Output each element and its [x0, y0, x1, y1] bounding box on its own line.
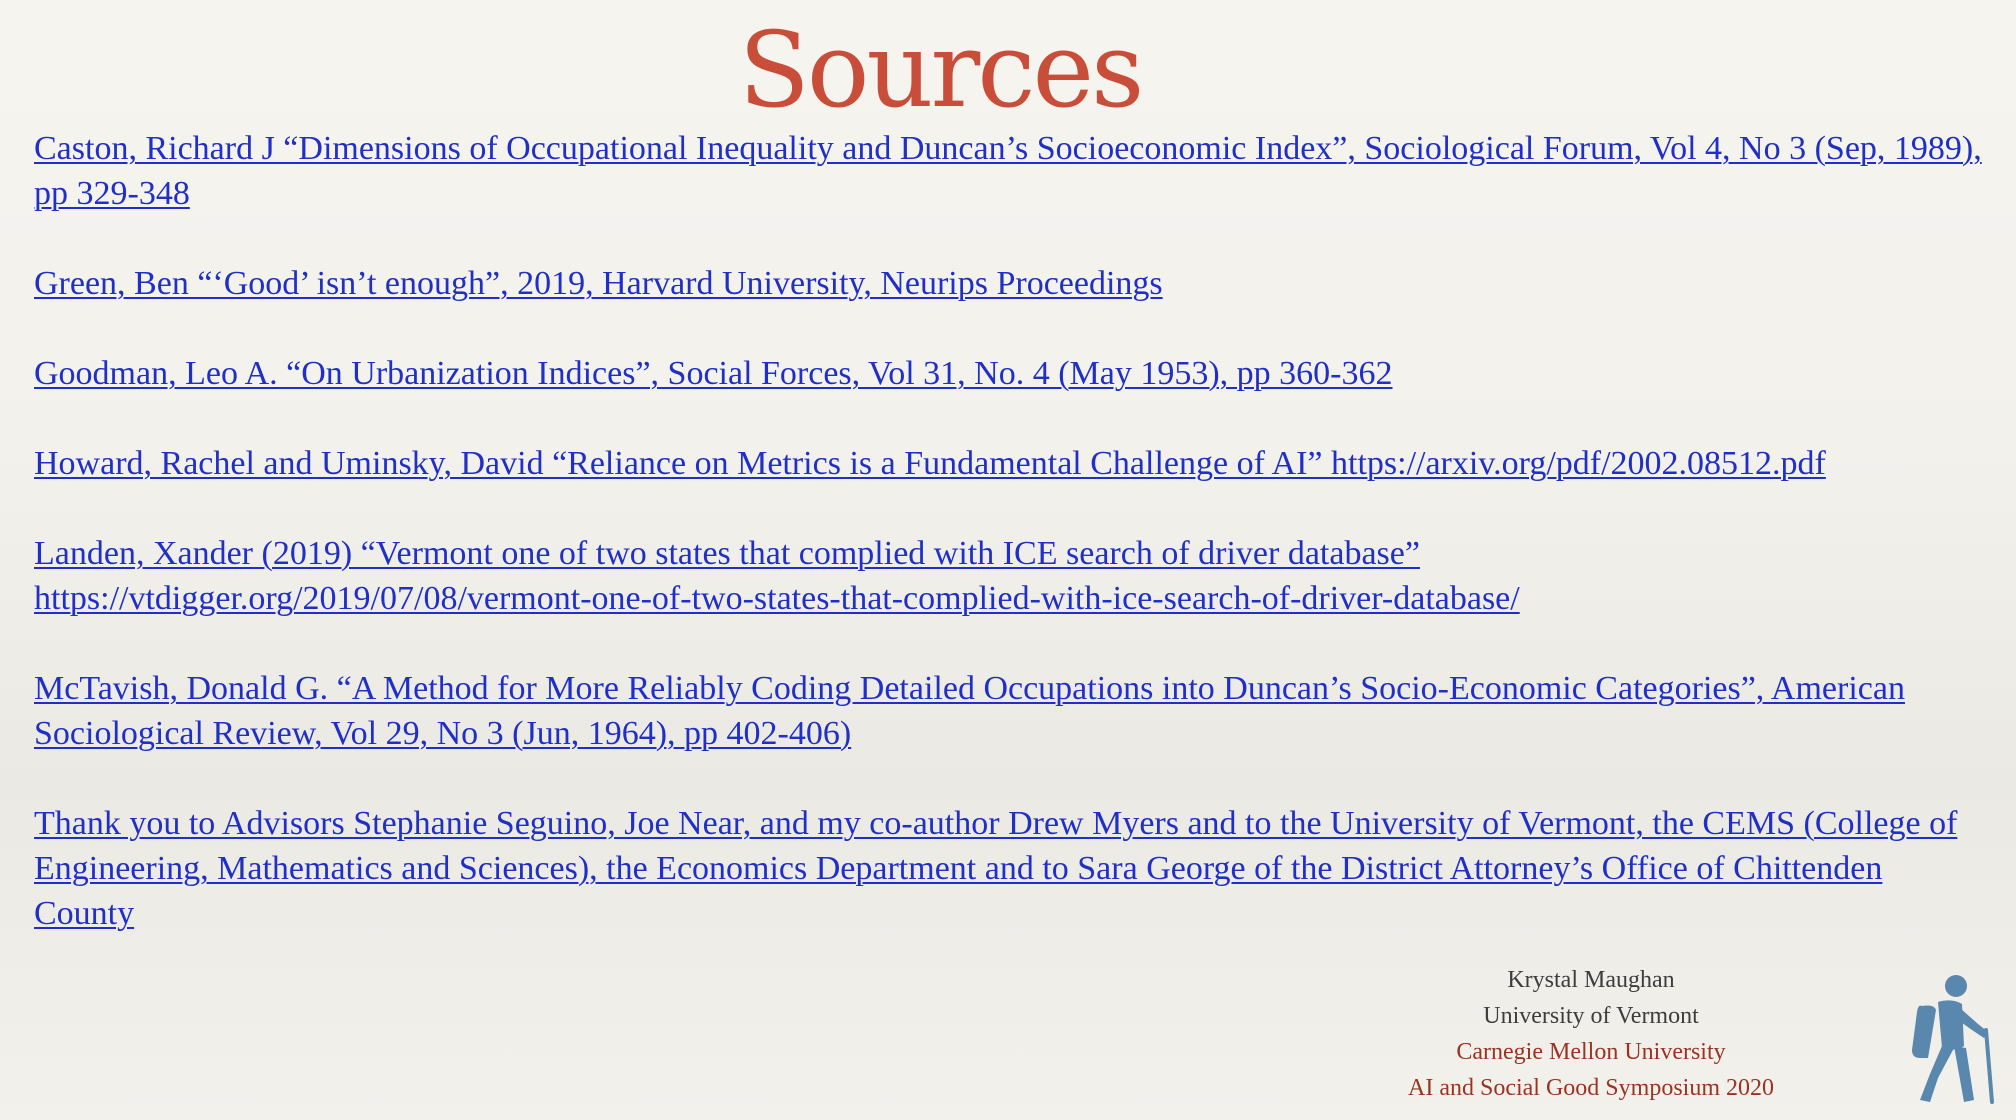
list-item [34, 351, 1984, 396]
list-item [34, 801, 1984, 936]
list-item [34, 126, 1984, 216]
source-link-howard[interactable]: Howard, Rachel and Uminsky, David “Reliance on Metrics is a Fundamental Challenge of AI” https://arxiv.org/pdf/2002.08512.pdf [34, 445, 1826, 482]
author-name: Krystal Maughan [1507, 967, 1675, 993]
slide-title: Sources [738, 9, 1142, 131]
list-item [34, 666, 1984, 756]
source-link-green[interactable]: Green, Ben “‘Good’ isn’t enough”, 2019, Harvard University, Neurips Proceedings [34, 265, 1163, 302]
hiker-icon [1908, 972, 1996, 1104]
list-item [34, 531, 1984, 621]
event-name: AI and Social Good Symposium 2020 [1408, 1075, 1774, 1101]
source-link-mctavish[interactable]: McTavish, Donald G. “A Method for More Reliably Coding Detailed Occupations into Duncan’s Socio-Economic Categories”, American Sociological Review, Vol 29, No 3 (Jun, 1964), pp 402-406) [34, 670, 1905, 752]
source-link-landen[interactable]: Landen, Xander (2019) “Vermont one of two states that complied with ICE search of driver database” https://vtdigger.org/2019/07/08/vermont-one-of-two-states-that-complied-with-ice-search-of-driver-database/ [34, 535, 1520, 617]
host-university: Carnegie Mellon University [1456, 1039, 1726, 1065]
sources-list [34, 126, 1984, 936]
acknowledgements-link[interactable]: Thank you to Advisors Stephanie Seguino, Joe Near, and my co-author Drew Myers and to the University of Vermont, the CEMS (College of Engineering, Mathematics and Sciences), the Economics Department and to Sara George of the District Attorney’s Office of Chittenden County [34, 805, 1958, 932]
credits-block [1408, 962, 1774, 1106]
list-item [34, 261, 1984, 306]
author-affiliation: University of Vermont [1483, 1003, 1699, 1029]
source-link-caston[interactable]: Caston, Richard J “Dimensions of Occupational Inequality and Duncan’s Socioeconomic Index”, Sociological Forum, Vol 4, No 3 (Sep, 1989), pp 329-348 [34, 130, 1982, 212]
source-link-goodman[interactable]: Goodman, Leo A. “On Urbanization Indices”, Social Forces, Vol 31, No. 4 (May 1953), pp 360-362 [34, 355, 1393, 392]
list-item [34, 441, 1984, 486]
